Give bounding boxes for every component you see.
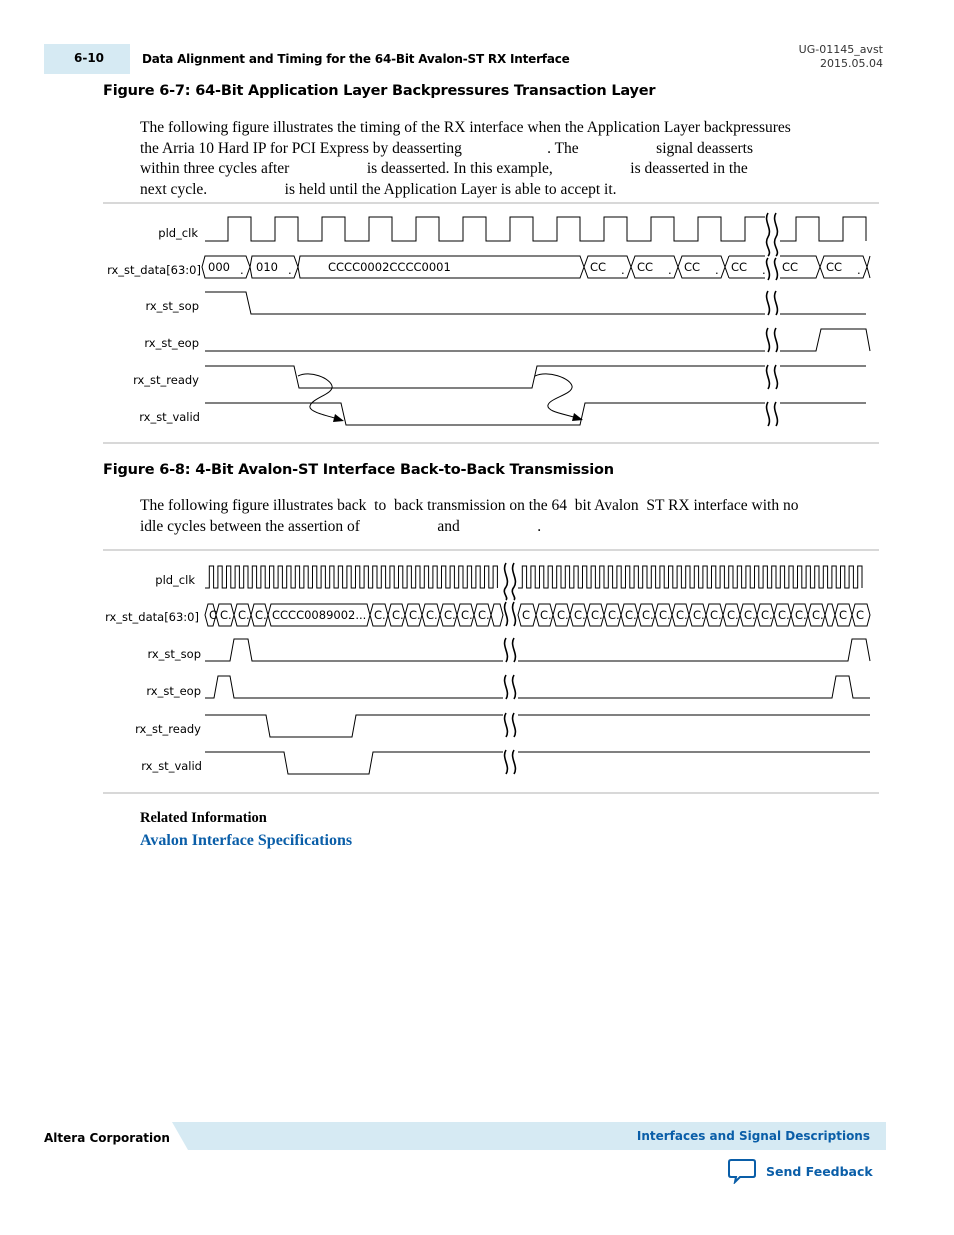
data-label: 010 — [256, 260, 278, 274]
footer-section-link[interactable]: Interfaces and Signal Descriptions — [636, 1129, 870, 1143]
signal-label-rx-st-eop: rx_st_eop — [146, 684, 201, 698]
text-line: The following figure illustrates back to back transmission on the 64 bit Avalon ST RX interface with no — [140, 497, 799, 514]
page-number: 6-10 — [74, 51, 105, 65]
data-label: CCCC0089002... — [272, 608, 367, 622]
signal-label-rx-st-sop: rx_st_sop — [147, 647, 201, 661]
rx-st-ready-waveform — [205, 715, 870, 737]
avalon-spec-link[interactable]: Avalon Interface Specifications — [140, 832, 353, 849]
data-label: C. — [238, 608, 250, 622]
data-label: C. — [778, 608, 790, 622]
signal-label-pld-clk: pld_clk — [158, 226, 198, 240]
text-line: next cycle. is held until the Application Layer is able to accept it. — [140, 180, 617, 198]
send-feedback-button[interactable] — [728, 1158, 873, 1184]
data-label: 000 — [208, 260, 230, 274]
data-label: CC — [826, 260, 843, 274]
data-label: C. — [625, 608, 637, 622]
related-information-heading: Related Information — [140, 810, 267, 826]
data-label: C. — [795, 608, 807, 622]
data-label: C — [856, 608, 865, 622]
bus-segment — [491, 604, 503, 626]
data-label: C. — [727, 608, 739, 622]
data-label: C. — [744, 608, 756, 622]
data-label: C — [209, 608, 218, 622]
causality-arrow — [535, 374, 580, 419]
send-feedback-label: Send Feedback — [766, 1163, 873, 1179]
signal-label-rx-st-data: rx_st_data[63:0] — [107, 263, 201, 277]
figure-bottom-rule — [103, 442, 879, 444]
speech-bubble-icon — [728, 1158, 756, 1184]
data-label: C. — [812, 608, 824, 622]
signal-label-rx-st-valid: rx_st_valid — [139, 410, 200, 424]
data-label: CC — [731, 260, 748, 274]
figure-6-8-description — [140, 496, 856, 537]
data-label: C. — [608, 608, 620, 622]
data-label: C. — [591, 608, 603, 622]
signal-label-rx-st-valid: rx_st_valid — [141, 759, 202, 773]
data-label: C. — [659, 608, 671, 622]
rx-st-eop-waveform — [205, 329, 870, 351]
data-label: C. — [392, 608, 404, 622]
arrow-head — [333, 414, 344, 422]
data-label: C. — [409, 608, 421, 622]
data-label: C. — [374, 608, 386, 622]
time-break-marks — [504, 563, 515, 774]
text-line: the Arria 10 Hard IP for PCI Express by deasserting . The signal deasserts — [140, 139, 754, 157]
text-line: The following figure illustrates the timing of the RX interface when the Application Layer backpressures — [140, 119, 791, 136]
rx-st-data-bus — [205, 604, 870, 626]
timing-diagram-6-8 — [0, 550, 954, 792]
figure-bottom-rule — [103, 792, 879, 794]
text-line: idle cycles between the assertion of and . — [140, 517, 542, 535]
signal-label-pld-clk: pld_clk — [155, 573, 195, 587]
data-label: CC — [590, 260, 607, 274]
section-title: Data Alignment and Timing for the 64-Bit Avalon-ST RX Interface — [142, 52, 570, 66]
data-label: CC — [684, 260, 701, 274]
data-label: C. — [710, 608, 722, 622]
data-label: C. — [642, 608, 654, 622]
signal-label-rx-st-ready: rx_st_ready — [135, 722, 201, 736]
bus-segment — [825, 604, 835, 626]
data-label: C. — [540, 608, 552, 622]
data-label: C. — [761, 608, 773, 622]
data-label: C. — [676, 608, 688, 622]
data-label: . — [288, 263, 292, 277]
data-label: C — [839, 608, 848, 622]
data-label: . — [621, 263, 625, 277]
data-label: . — [857, 263, 861, 277]
signal-label-rx-st-data: rx_st_data[63:0] — [105, 610, 199, 624]
signal-label-rx-st-eop: rx_st_eop — [144, 336, 199, 350]
signal-label-rx-st-ready: rx_st_ready — [133, 373, 199, 387]
data-label: CC — [782, 260, 799, 274]
data-label: . — [668, 263, 672, 277]
timing-diagram-6-7 — [0, 203, 954, 443]
data-label: C. — [255, 608, 267, 622]
data-label: C. — [220, 608, 232, 622]
figure-6-7-description — [140, 118, 856, 200]
doc-id: UG-01145_avst — [798, 43, 883, 56]
data-label: CCCC0002CCCC0001 — [328, 260, 451, 274]
data-label: C. — [444, 608, 456, 622]
pld-clk-waveform — [205, 566, 862, 588]
data-label: C. — [557, 608, 569, 622]
data-label: CC — [637, 260, 654, 274]
data-label: C. — [693, 608, 705, 622]
data-label: . — [715, 263, 719, 277]
rx-st-valid-waveform — [205, 752, 870, 774]
causality-arrow — [298, 374, 342, 420]
text-line: within three cycles after is deasserted. In this example, is deasserted in the — [140, 160, 748, 177]
rx-st-eop-waveform — [205, 676, 870, 698]
data-label: C. — [426, 608, 438, 622]
data-label: C — [522, 608, 531, 622]
doc-info — [799, 43, 883, 71]
doc-date: 2015.05.04 — [820, 57, 883, 70]
data-label: C. — [461, 608, 473, 622]
data-label: . — [240, 263, 244, 277]
figure-6-8-title: Figure 6-8: 4-Bit Avalon-ST Interface Back-to-Back Transmission — [103, 462, 614, 478]
rx-st-sop-waveform — [205, 639, 870, 661]
data-label: . — [762, 263, 766, 277]
footer-company: Altera Corporation — [44, 1131, 170, 1145]
data-label: C. — [478, 608, 490, 622]
data-label: C. — [574, 608, 586, 622]
time-break-marks — [767, 213, 778, 426]
figure-6-7-title: Figure 6-7: 64-Bit Application Layer Backpressures Transaction Layer — [103, 83, 656, 99]
signal-label-rx-st-sop: rx_st_sop — [145, 299, 199, 313]
